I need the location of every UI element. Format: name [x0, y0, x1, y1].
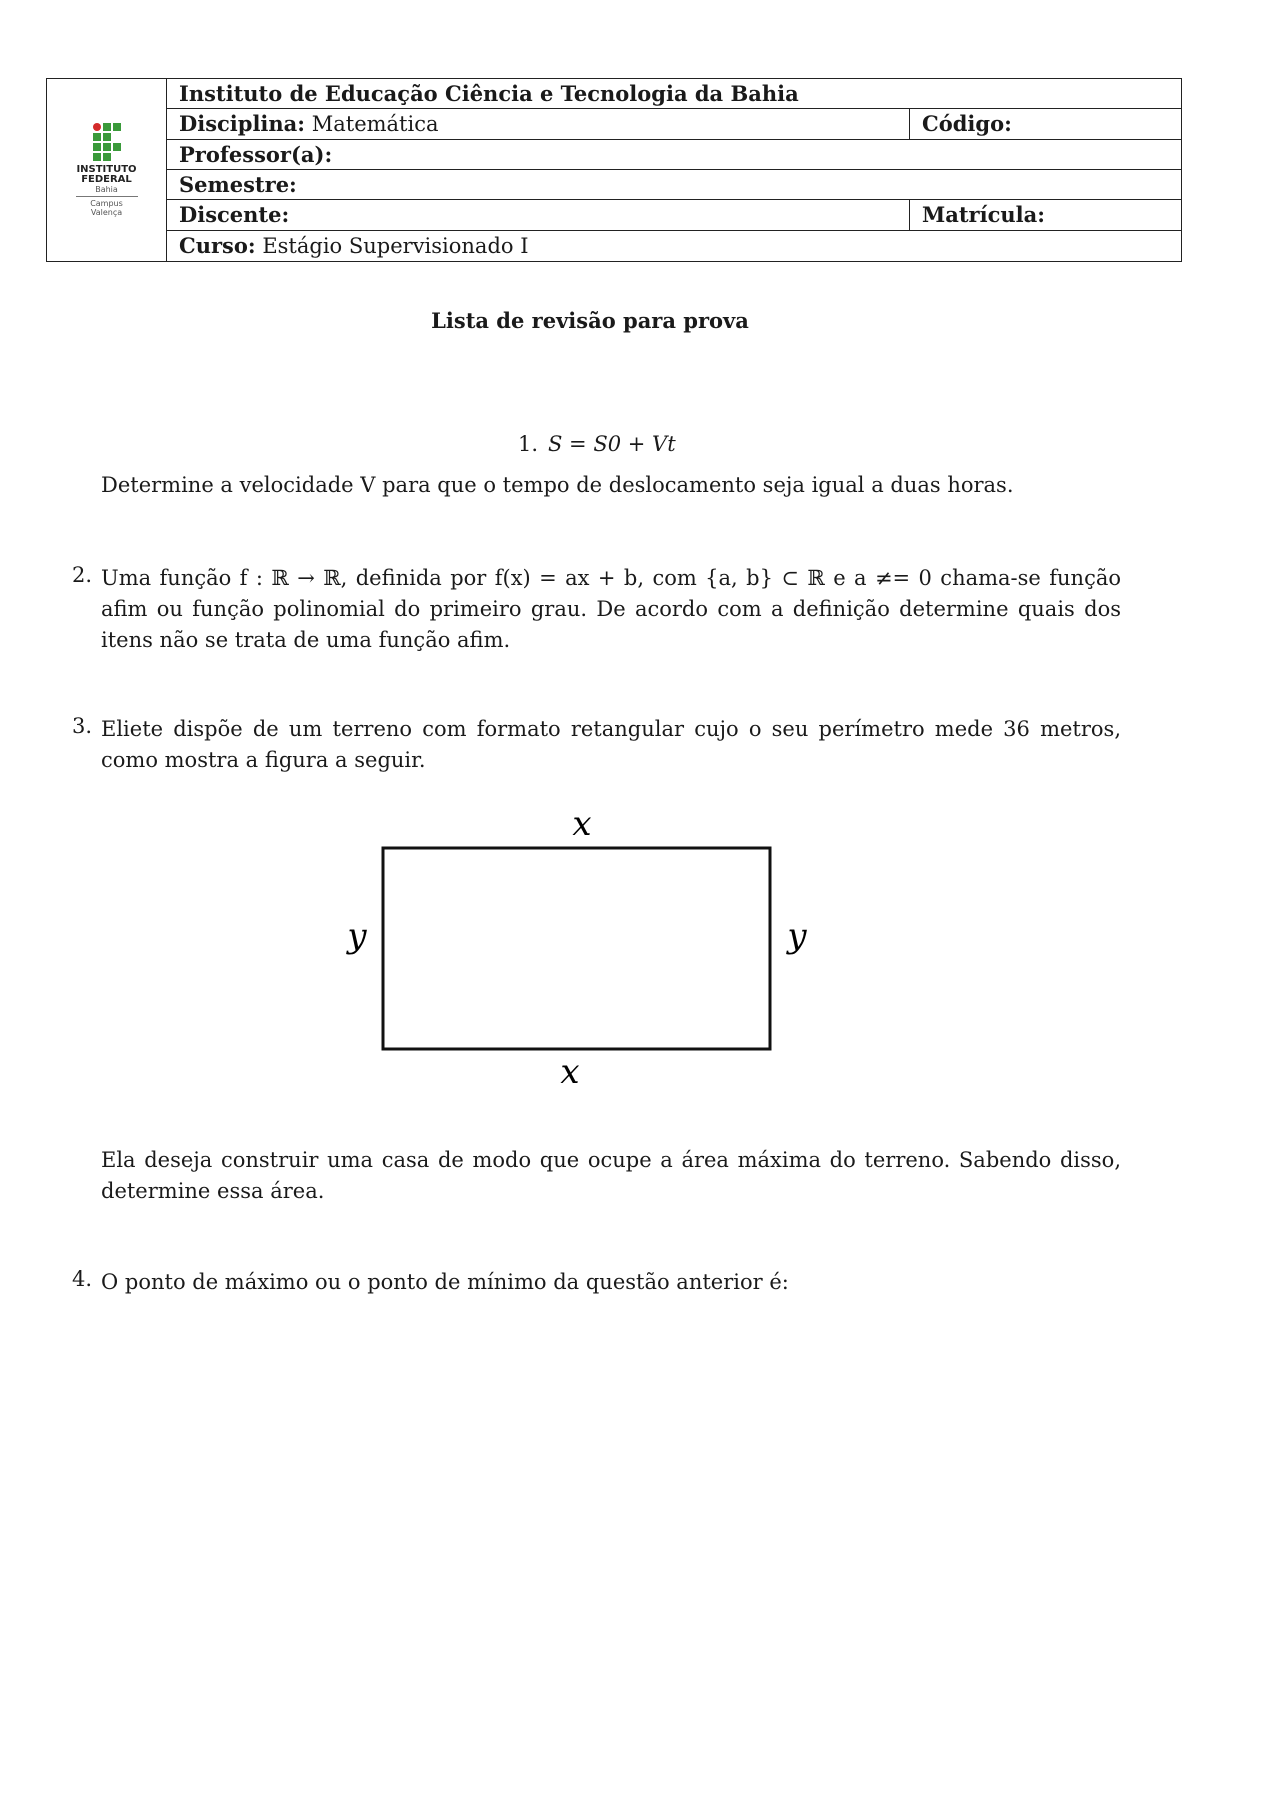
header-row-discente: [167, 200, 1181, 230]
question-1-number: 1.: [518, 432, 539, 456]
header-rows: [167, 79, 1181, 261]
question-2-number: 2.: [72, 563, 93, 587]
header-row-disciplina: [167, 109, 1181, 139]
header-row-semestre: [167, 170, 1181, 200]
logo-line1: INSTITUTO: [76, 164, 137, 175]
logo-line3: Bahia: [95, 185, 118, 194]
semestre-label: Semestre:: [179, 172, 297, 198]
disciplina-value: Matemática: [311, 111, 439, 136]
question-2-text: Uma função f : ℝ → ℝ, definida por f(x) = ax + b, com {a, b} ⊂ ℝ e a ≠= 0 chama-se função afim ou função polinomial do primeiro grau. De acordo com a definição determine quais dos itens não se trata de uma função afim.: [101, 566, 1121, 652]
institution-name: Instituto de Educação Ciência e Tecnologia da Bahia: [179, 81, 799, 107]
curso-label: Curso:: [179, 233, 256, 259]
professor-label: Professor(a):: [179, 141, 333, 167]
question-3-text: Eliete dispõe de um terreno com formato retangular cujo o seu perímetro mede 36 metros, como mostra a figura a seguir.: [101, 717, 1121, 772]
question-1-formula: S = S0 + Vt: [548, 432, 676, 456]
header-table: [46, 78, 1182, 262]
label-left: y: [347, 916, 367, 956]
logo-divider: [76, 196, 138, 197]
discente-label: Discente:: [179, 202, 290, 228]
header-row-curso: [167, 231, 1181, 261]
matricula-label: Matrícula:: [922, 202, 1045, 228]
institute-logo: [47, 79, 167, 261]
label-bottom: x: [560, 1052, 580, 1092]
page-title: Lista de revisão para prova: [431, 308, 749, 333]
logo-line4: Campus: [90, 199, 123, 208]
label-right: y: [787, 916, 807, 956]
header-row-institution: [167, 79, 1181, 109]
label-top: x: [572, 804, 592, 844]
rectangle-figure: [330, 795, 820, 1095]
question-3-text2: Ela deseja construir uma casa de modo que ocupe a área máxima do terreno. Sabendo disso, determine essa área.: [101, 1148, 1121, 1203]
codigo-label: Código:: [922, 111, 1012, 137]
logo-line5: Valença: [90, 208, 123, 217]
header-row-professor: [167, 140, 1181, 170]
question-1-text: Determine a velocidade V para que o tempo de deslocamento seja igual a duas horas.: [101, 473, 1014, 497]
question-4-text: O ponto de máximo ou o ponto de mínimo da questão anterior é:: [101, 1270, 789, 1294]
disciplina-label: Disciplina:: [179, 111, 306, 137]
logo-mark-icon: [93, 123, 121, 161]
terrain-rectangle: [383, 848, 770, 1049]
question-4-number: 4.: [72, 1267, 93, 1291]
question-3-number: 3.: [72, 714, 93, 738]
curso-value: Estágio Supervisionado I: [262, 233, 529, 258]
logo-line2: FEDERAL: [81, 174, 132, 185]
